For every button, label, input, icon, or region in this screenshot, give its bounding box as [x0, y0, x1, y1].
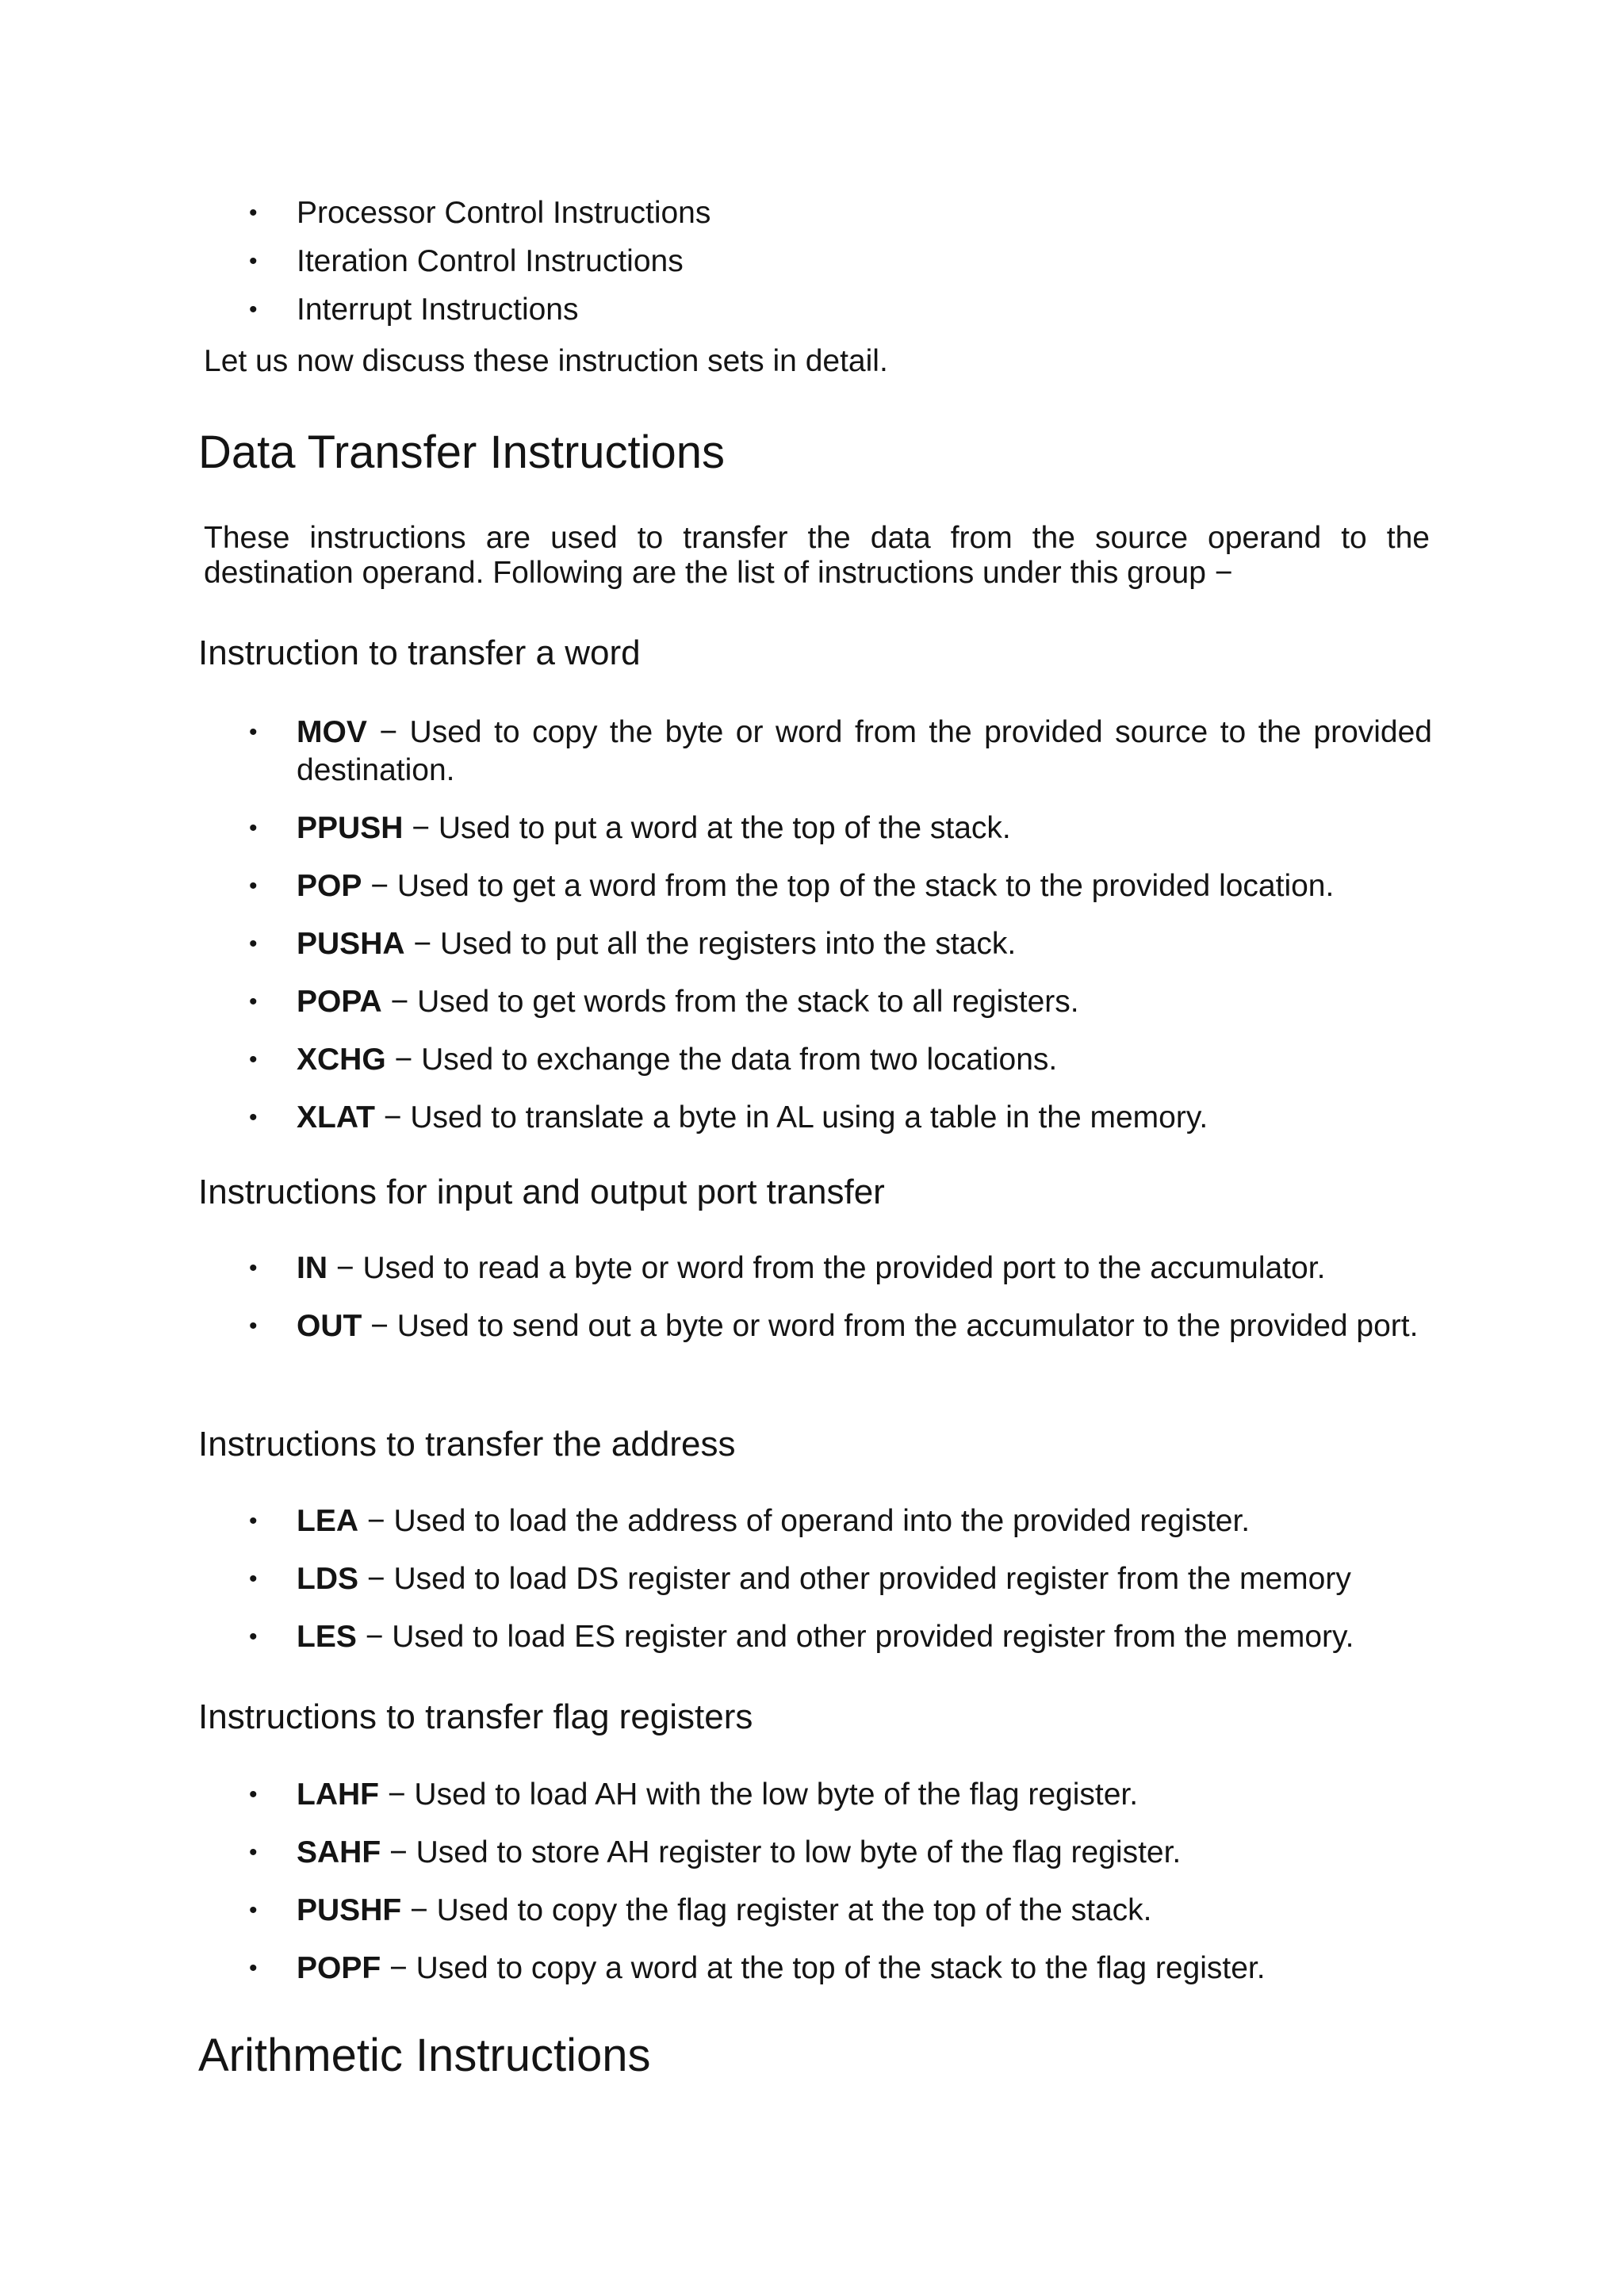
instruction-description: − Used to copy the byte or word from the provided source to the provided destination.	[297, 715, 1432, 787]
list-item	[198, 1099, 1432, 1137]
instruction-description: − Used to load the address of operand into the provided register.	[358, 1504, 1251, 1538]
list-item-text: Processor Control Instructions	[297, 196, 711, 230]
subsection-heading: Instructions for input and output port transfer	[198, 1173, 885, 1211]
instruction-description: − Used to send out a byte or word from the accumulator to the provided port.	[362, 1309, 1419, 1343]
bullet-icon: •	[249, 1104, 258, 1131]
subsection-heading: Instructions to transfer flag registers	[198, 1697, 753, 1736]
instruction-keyword: LAHF	[297, 1777, 379, 1812]
bullet-icon: •	[249, 1781, 258, 1808]
list-item	[198, 983, 1432, 1021]
intro-list	[198, 189, 710, 334]
instruction-keyword: MOV	[297, 715, 367, 749]
list-item	[198, 1892, 1432, 1930]
instruction-keyword: PUSHF	[297, 1893, 402, 1927]
instruction-keyword: XLAT	[297, 1100, 375, 1135]
subsection-heading: Instructions to transfer the address	[198, 1425, 736, 1464]
instruction-description: − Used to store AH register to low byte of the flag register.	[381, 1835, 1182, 1869]
list-item	[198, 925, 1432, 963]
bullet-icon: •	[249, 719, 258, 745]
intro-paragraph: Let us now discuss these instruction sets in detail.	[204, 344, 888, 378]
bullet-icon: •	[249, 248, 258, 274]
list-item-text: Iteration Control Instructions	[297, 244, 684, 278]
instruction-keyword: LDS	[297, 1562, 358, 1596]
bullet-icon: •	[249, 1255, 258, 1281]
list-item	[198, 1834, 1432, 1872]
bullet-icon: •	[249, 1566, 258, 1592]
instruction-keyword: POP	[297, 869, 362, 903]
instruction-description: − Used to put a word at the top of the stack.	[403, 811, 1011, 845]
instruction-keyword: PPUSH	[297, 811, 404, 845]
instruction-description: − Used to copy the flag register at the top of the stack.	[401, 1893, 1152, 1927]
instruction-description: − Used to exchange the data from two locations.	[385, 1043, 1058, 1077]
list-item	[198, 1950, 1432, 1988]
section-heading-arithmetic: Arithmetic Instructions	[198, 2030, 651, 2081]
instruction-list	[198, 714, 1432, 1157]
instruction-description: − Used to get words from the stack to all registers.	[381, 985, 1079, 1019]
instruction-description: − Used to put all the registers into the stack.	[404, 927, 1017, 961]
bullet-icon: •	[249, 873, 258, 899]
bullet-icon: •	[249, 1624, 258, 1650]
bullet-icon: •	[249, 1313, 258, 1339]
instruction-list	[198, 1249, 1432, 1365]
instruction-description: − Used to load ES register and other provided register from the memory.	[356, 1620, 1354, 1654]
bullet-icon: •	[249, 989, 258, 1015]
list-item	[198, 1502, 1432, 1540]
list-item	[198, 237, 710, 285]
instruction-list	[198, 1502, 1432, 1676]
bullet-icon: •	[249, 200, 258, 226]
list-item	[198, 189, 710, 237]
list-item	[198, 867, 1432, 905]
instruction-keyword: XCHG	[297, 1043, 386, 1077]
instruction-keyword: POPA	[297, 985, 382, 1019]
instruction-description: − Used to read a byte or word from the provided port to the accumulator.	[327, 1251, 1326, 1285]
bullet-icon: •	[249, 1839, 258, 1866]
list-item	[198, 285, 710, 334]
instruction-list	[198, 1776, 1432, 2007]
list-item	[198, 714, 1432, 790]
section-heading-data-transfer: Data Transfer Instructions	[198, 427, 726, 478]
bullet-icon: •	[249, 815, 258, 841]
list-item	[198, 1776, 1432, 1814]
instruction-keyword: SAHF	[297, 1835, 381, 1869]
list-item	[198, 809, 1432, 848]
bullet-icon: •	[249, 1897, 258, 1923]
instruction-keyword: LES	[297, 1620, 357, 1654]
instruction-keyword: OUT	[297, 1309, 362, 1343]
instruction-keyword: IN	[297, 1251, 327, 1285]
instruction-description: − Used to translate a byte in AL using a table in the memory.	[374, 1100, 1208, 1135]
instruction-keyword: LEA	[297, 1504, 358, 1538]
instruction-description: − Used to load DS register and other provided register from the memory	[358, 1562, 1351, 1596]
instruction-keyword: PUSHA	[297, 927, 405, 961]
list-item	[198, 1041, 1432, 1079]
list-item-text: Interrupt Instructions	[297, 293, 579, 327]
instruction-description: − Used to copy a word at the top of the stack to the flag register.	[381, 1951, 1266, 1985]
bullet-icon: •	[249, 1508, 258, 1534]
section-paragraph: These instructions are used to transfer the data from the source operand to the destination operand. Following are the list of instructions under this group −	[204, 521, 1430, 590]
subsection-heading: Instruction to transfer a word	[198, 633, 641, 672]
instruction-description: − Used to load AH with the low byte of the flag register.	[378, 1777, 1139, 1812]
instruction-description: − Used to get a word from the top of the stack to the provided location.	[362, 869, 1335, 903]
instruction-keyword: POPF	[297, 1951, 381, 1985]
list-item	[198, 1307, 1432, 1345]
bullet-icon: •	[249, 1047, 258, 1073]
bullet-icon: •	[249, 297, 258, 323]
list-item	[198, 1618, 1432, 1656]
list-item	[198, 1560, 1432, 1598]
bullet-icon: •	[249, 1955, 258, 1981]
bullet-icon: •	[249, 931, 258, 957]
list-item	[198, 1249, 1432, 1288]
